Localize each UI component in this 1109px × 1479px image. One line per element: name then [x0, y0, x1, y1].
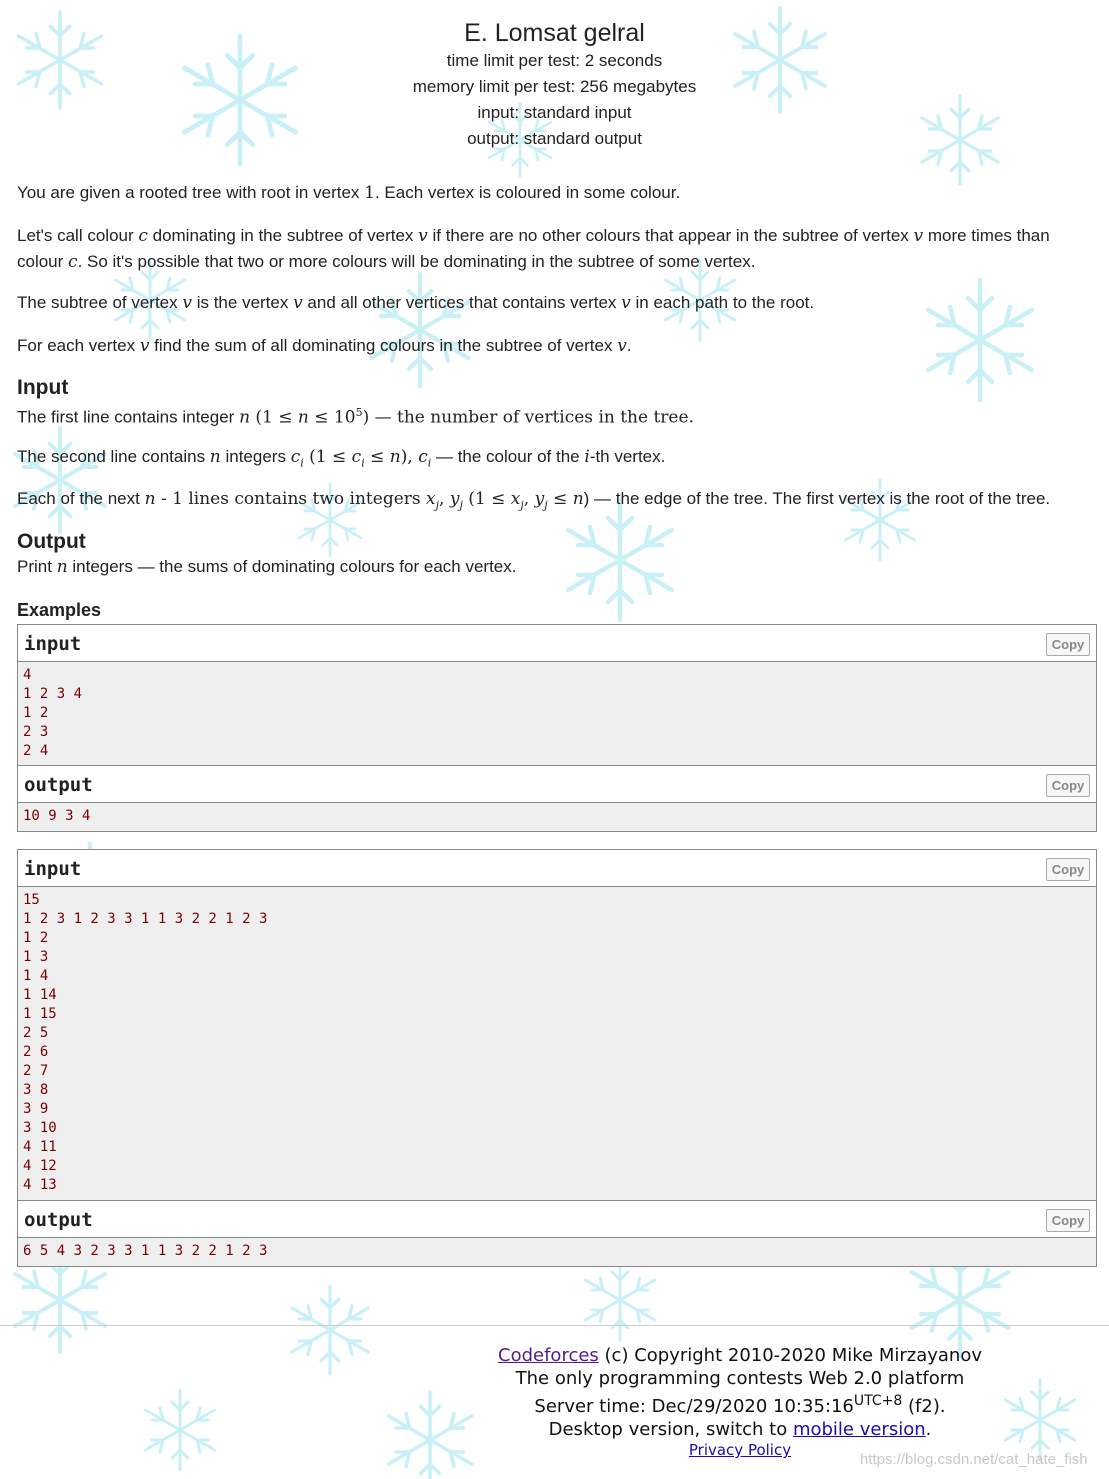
codeforces-link[interactable]: Codeforces	[498, 1345, 599, 1366]
server-time	[470, 1390, 1010, 1418]
math: n	[239, 407, 251, 428]
version-suffix: .	[925, 1419, 932, 1440]
server-time-text: Server time: Dec/29/2020 10:35:16	[534, 1396, 854, 1417]
math: n	[209, 447, 221, 467]
watermark: https://blog.csdn.net/cat_hate_fish	[860, 1451, 1088, 1468]
footer-tagline: The only programming contests Web 2.0 platform	[515, 1368, 965, 1389]
math: v	[293, 293, 303, 313]
examples-title: Examples	[17, 600, 102, 620]
math: c	[138, 226, 148, 246]
server-time-suffix: (f2).	[902, 1396, 946, 1417]
sample-line: 4	[23, 667, 32, 683]
text: You are given a rooted tree with root in vertex	[17, 183, 365, 202]
sample-line: 2 5	[23, 1025, 49, 1041]
sample-line: 3 8	[23, 1082, 49, 1098]
copy-button[interactable]: Copy	[1046, 633, 1090, 656]
statement-paragraph-4	[17, 333, 1092, 359]
copyright-text: (c) Copyright 2010-2020 Mike Mirzayanov	[598, 1345, 982, 1366]
statement-paragraph-2	[17, 223, 1092, 275]
sample-line: 1 2 3 1 2 3 3 1 1 3 2 2 1 2 3	[23, 911, 268, 927]
utc-offset: UTC+8	[853, 1393, 903, 1409]
statement-paragraph-3	[17, 290, 1092, 316]
footer-copyright-line	[470, 1344, 1010, 1367]
footer-text	[470, 1344, 1010, 1459]
math: (1 ≤	[462, 489, 511, 509]
text: -th vertex.	[589, 447, 666, 466]
math: c	[351, 447, 362, 467]
sample-line: 4 11	[23, 1139, 57, 1155]
math: v	[621, 293, 631, 313]
math: ≤	[364, 447, 390, 467]
sample-input-text[interactable]	[18, 887, 1096, 1200]
example-2-output	[17, 1200, 1097, 1267]
text: Print	[17, 557, 57, 576]
math: v	[617, 336, 627, 356]
mobile-version-link[interactable]: mobile version	[792, 1419, 926, 1440]
math: v	[913, 226, 924, 246]
output-section-title: Output	[17, 530, 86, 553]
math: v	[139, 336, 150, 356]
text: integers	[220, 447, 291, 466]
sample-header	[18, 1201, 1096, 1238]
math-sub: j	[520, 498, 524, 512]
math: y	[534, 489, 545, 509]
math: n	[144, 489, 156, 509]
sample-header	[18, 850, 1096, 887]
sample-line: 2 6	[23, 1044, 49, 1060]
math: n	[297, 407, 309, 428]
math: v	[418, 226, 428, 246]
privacy-policy-link[interactable]: Privacy Policy	[688, 1441, 792, 1459]
text: . Each vertex is coloured in some colour.	[374, 183, 681, 202]
example-2-input	[17, 849, 1097, 1201]
sample-line: 1 2	[23, 930, 49, 946]
text: is the vertex	[191, 293, 294, 312]
sample-line: 1 2 3 4	[23, 686, 83, 702]
math: c	[290, 447, 301, 467]
sample-input-text[interactable]	[18, 662, 1096, 766]
math: y	[449, 489, 460, 509]
text: The first line contains integer	[17, 407, 240, 427]
output-line-1	[17, 554, 1092, 580]
text: and all other vertices that contains vertex	[302, 293, 622, 312]
sample-line: 1 4	[23, 968, 49, 984]
input-specification	[17, 376, 1092, 431]
text: .	[626, 336, 632, 355]
math: ),	[400, 447, 419, 467]
sample-line: 1 14	[23, 987, 57, 1003]
sample-output-label: output	[24, 1209, 93, 1231]
math: ,	[523, 489, 535, 509]
math: x	[510, 489, 521, 509]
text: ) — the edge of the tree. The first vertex is the root of the tree.	[583, 489, 1051, 508]
sample-line: 3 9	[23, 1101, 49, 1117]
text: in each path to the root.	[630, 293, 815, 312]
sample-line: 4 12	[23, 1158, 57, 1174]
math: (1 ≤	[250, 407, 298, 428]
example-1-input	[17, 624, 1097, 767]
sample-input-label: input	[24, 858, 82, 880]
sample-output-label: output	[24, 774, 93, 796]
problem-statement	[17, 180, 1092, 206]
sample-line: 3 10	[23, 1120, 57, 1136]
math: (1 ≤	[303, 447, 352, 467]
text: Each of the next	[17, 489, 145, 508]
math: n	[389, 447, 401, 467]
input-line-1	[17, 400, 1092, 431]
math: c	[68, 252, 78, 272]
input-file: input: standard input	[477, 103, 632, 122]
sample-line: 4 13	[23, 1177, 57, 1193]
math-sub: j	[459, 498, 463, 512]
math: ,	[439, 489, 450, 509]
sample-line: 2 7	[23, 1063, 49, 1079]
text: find the sum of all dominating colours in the subtree of vertex	[149, 336, 618, 355]
statement-paragraph	[17, 180, 1092, 206]
copy-button[interactable]: Copy	[1046, 858, 1090, 881]
version-text: Desktop version, switch to	[548, 1419, 793, 1440]
math-sub: i	[361, 456, 365, 470]
input-line-2	[17, 444, 1092, 475]
text: For each vertex	[17, 336, 140, 355]
version-switch	[470, 1418, 1010, 1441]
text: The subtree of vertex	[17, 293, 183, 312]
math: n	[56, 557, 68, 577]
page-footer	[0, 1325, 1109, 1459]
text: . So it's possible that two or more colours will be dominating in the subtree of some vertex.	[77, 252, 756, 271]
examples-header	[17, 598, 1092, 623]
copy-button[interactable]: Copy	[1046, 1209, 1090, 1232]
text: more times than colour	[17, 226, 1050, 271]
sample-line: 2 3	[23, 724, 49, 740]
text: — the colour of the	[431, 447, 585, 466]
time-limit: time limit per test: 2 seconds	[446, 51, 663, 70]
math: 1	[364, 183, 375, 203]
math-sub: i	[300, 456, 304, 470]
sample-line: 15	[23, 892, 40, 908]
text: if there are no other colours that appear in the subtree of vertex	[427, 226, 914, 245]
example-1-output	[17, 765, 1097, 832]
math: v	[182, 293, 192, 313]
problem-header	[0, 0, 1109, 152]
sample-line: 6 5 4 3 2 3 3 1 1 3 2 2 1 2 3	[23, 1243, 268, 1259]
memory-limit: memory limit per test: 256 megabytes	[412, 77, 697, 96]
sample-line: 1 15	[23, 1006, 57, 1022]
output-file: output: standard output	[467, 129, 642, 148]
copy-button[interactable]: Copy	[1046, 774, 1090, 797]
input-line-3	[17, 486, 1092, 517]
text: The second line contains	[17, 447, 210, 466]
sample-header	[18, 625, 1096, 662]
output-specification	[17, 530, 1092, 580]
math-sup: 5	[355, 406, 363, 419]
input-section-title: Input	[17, 376, 69, 399]
math-sub: i	[427, 456, 432, 470]
sample-header	[18, 766, 1096, 803]
sample-line: 10 9 3 4	[23, 808, 91, 824]
math: n	[572, 489, 584, 509]
sample-input-label: input	[24, 633, 82, 655]
text: ) — the number of vertices in the tree.	[362, 407, 694, 428]
text: Let's call colour	[17, 226, 139, 245]
math: c	[418, 447, 428, 467]
sample-line: 1 2	[23, 705, 49, 721]
sample-output-text[interactable]	[18, 803, 1096, 831]
text: - 1 lines contains two integers	[155, 489, 427, 509]
math-sub: j	[435, 498, 440, 512]
sample-line: 2 4	[23, 743, 49, 759]
math: i	[584, 447, 590, 467]
math-sub: j	[544, 498, 548, 512]
sample-output-text[interactable]	[18, 1238, 1096, 1266]
math: x	[426, 489, 436, 509]
text: integers — the sums of dominating colours for each vertex.	[67, 557, 517, 576]
math: ≤	[547, 489, 573, 509]
math: ≤ 10	[308, 407, 356, 428]
problem-title: E. Lomsat gelral	[464, 19, 645, 47]
text: dominating in the subtree of vertex	[147, 226, 419, 245]
sample-line: 1 3	[23, 949, 49, 965]
